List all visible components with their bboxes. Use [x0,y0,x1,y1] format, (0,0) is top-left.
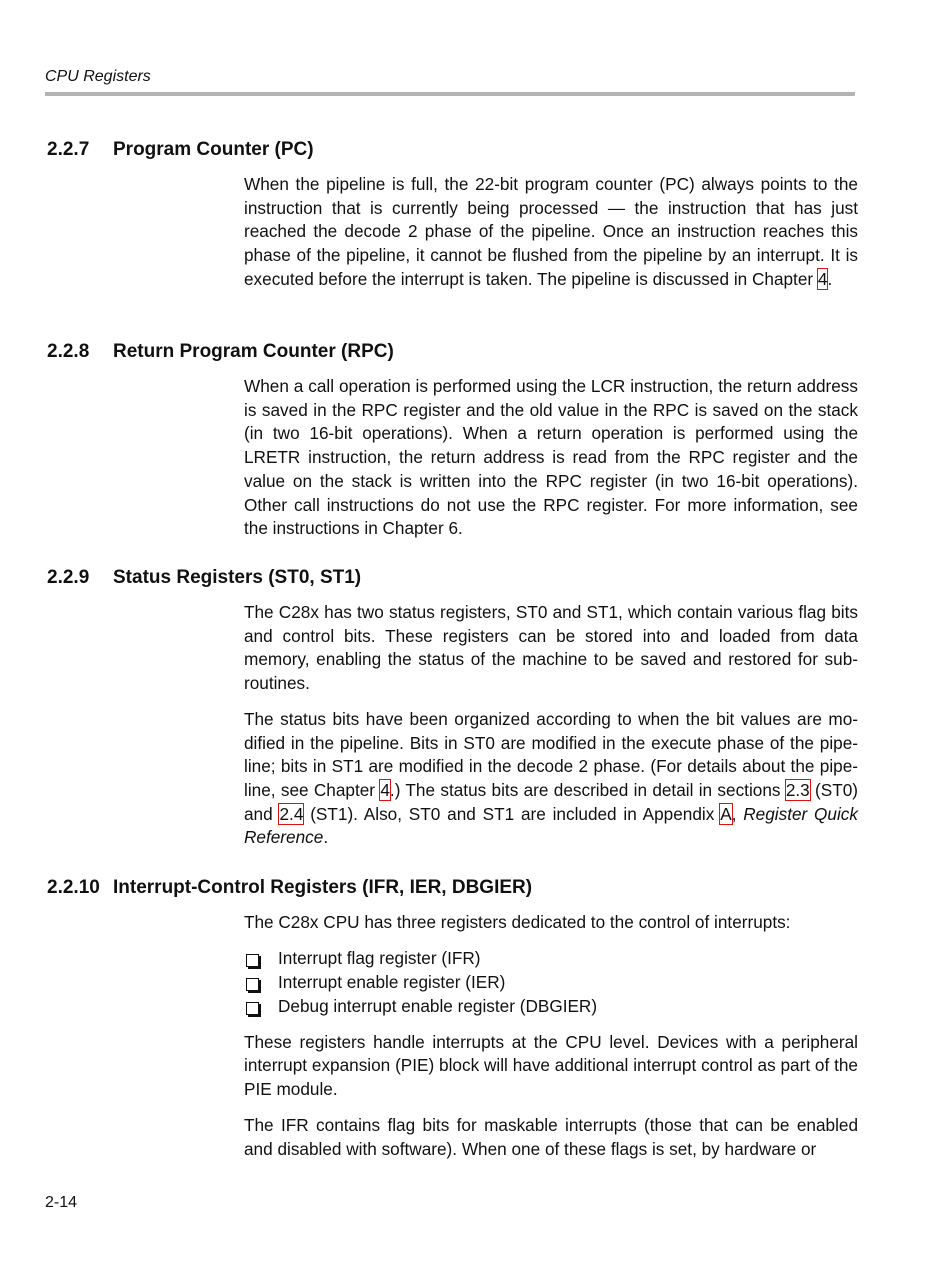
section-number: 2.2.7 [47,139,90,160]
chapter-link[interactable]: 4 [380,779,390,800]
section-number: 2.2.8 [47,341,90,362]
paragraph [244,708,858,850]
page-number: 2-14 [45,1194,78,1211]
paragraph: These registers handle interrupts at the CPU level. Devices with a peripheral interrupt expansion (PIE) block will have additional interrupt control as part of the PIE module. [244,1031,858,1100]
section-title: Interrupt-Control Registers (IFR, IER, DBGIER) [113,877,533,898]
checkbox-bullet-icon [246,1002,259,1015]
paragraph: The IFR contains flag bits for maskable interrupts (those that can be enabled and disabled with software). When one of these flags is set, by hardware or [244,1114,858,1159]
checkbox-bullet-icon [246,978,259,991]
list-item-text: Interrupt enable register (IER) [278,971,506,992]
appendix-link[interactable]: A [720,803,732,824]
list-item [244,995,858,1019]
section-heading-2-2-8 [47,341,394,363]
register-list [244,947,858,1019]
reference-title: Register Quick Reference [244,803,858,848]
paragraph-text: When the pipeline is full, the 22-bit program counter (PC) always points to the instruction that is currently being processed — the instruction that has just reached the decode 2 phase of the pipeline. Once an instruction reaches this phase of the pipeline, it cannot be flushed from the pipeline by an interrupt. It is executed before the interrupt is taken. The pipeline is discussed in Chapter [244,174,858,289]
paragraph-text: . [323,827,329,848]
paragraph [244,173,858,292]
checkbox-bullet-icon [246,954,259,967]
list-item-text: Debug interrupt enable register (DBGIER) [278,995,598,1016]
section-heading-2-2-9 [47,567,361,589]
section-heading-2-2-7 [47,139,314,161]
running-header: CPU Registers [45,68,151,85]
section-heading-2-2-10 [47,877,532,899]
header-rule [45,92,855,96]
paragraph-text: , [731,803,744,824]
paragraph-text: . [827,268,833,289]
section-body-2-2-9 [244,601,858,850]
section-body-2-2-7 [244,173,858,292]
section-body-2-2-10 [244,911,858,1161]
list-item-text: Interrupt flag register (IFR) [278,947,481,968]
section-body-2-2-8 [244,375,858,541]
paragraph-text: (ST0) and [244,779,859,824]
paragraph-text: The status bits have been organized according to when the bit values are modified in the pipeline. Bits in ST0 are modified in the execute phase of the pipeline; bits in ST1 are modified in the decode 2 phase. (For details about the pipeline, see Chapter [244,708,858,800]
section-number: 2.2.10 [47,877,100,898]
paragraph: The C28x CPU has three registers dedicated to the control of interrupts: [244,912,791,932]
section-link-2-4[interactable]: 2.4 [279,803,304,824]
chapter-link[interactable]: 4 [817,268,828,289]
list-item [244,947,858,971]
section-title: Return Program Counter (RPC) [113,341,394,362]
section-title: Program Counter (PC) [113,139,314,160]
section-link-2-3[interactable]: 2.3 [785,779,810,800]
section-title: Status Registers (ST0, ST1) [113,567,362,588]
paragraph-text: (ST1). Also, ST0 and ST1 are included in Appendix [303,803,721,824]
paragraph: When a call operation is performed using the LCR instruction, the return address is saved in the RPC register and the old value in the RPC is saved on the stack (in two 16-bit operations). When a return operation is performed using the LRETR instruction, the return address is read from the RPC register and the value on the stack is written into the RPC register (in two 16-bit operations). Other call instructions do not use the RPC register. For more information, see the instructions in Chapter 6. [244,376,858,539]
paragraph-text: .) The status bits are described in detail in sections [389,779,786,800]
section-number: 2.2.9 [47,567,90,588]
list-item [244,971,858,995]
paragraph: The C28x has two status registers, ST0 and ST1, which contain various flag bits and control bits. These registers can be stored into and loaded from data memory, enabling the status of the machine to be saved and restored for subroutines. [244,602,858,694]
